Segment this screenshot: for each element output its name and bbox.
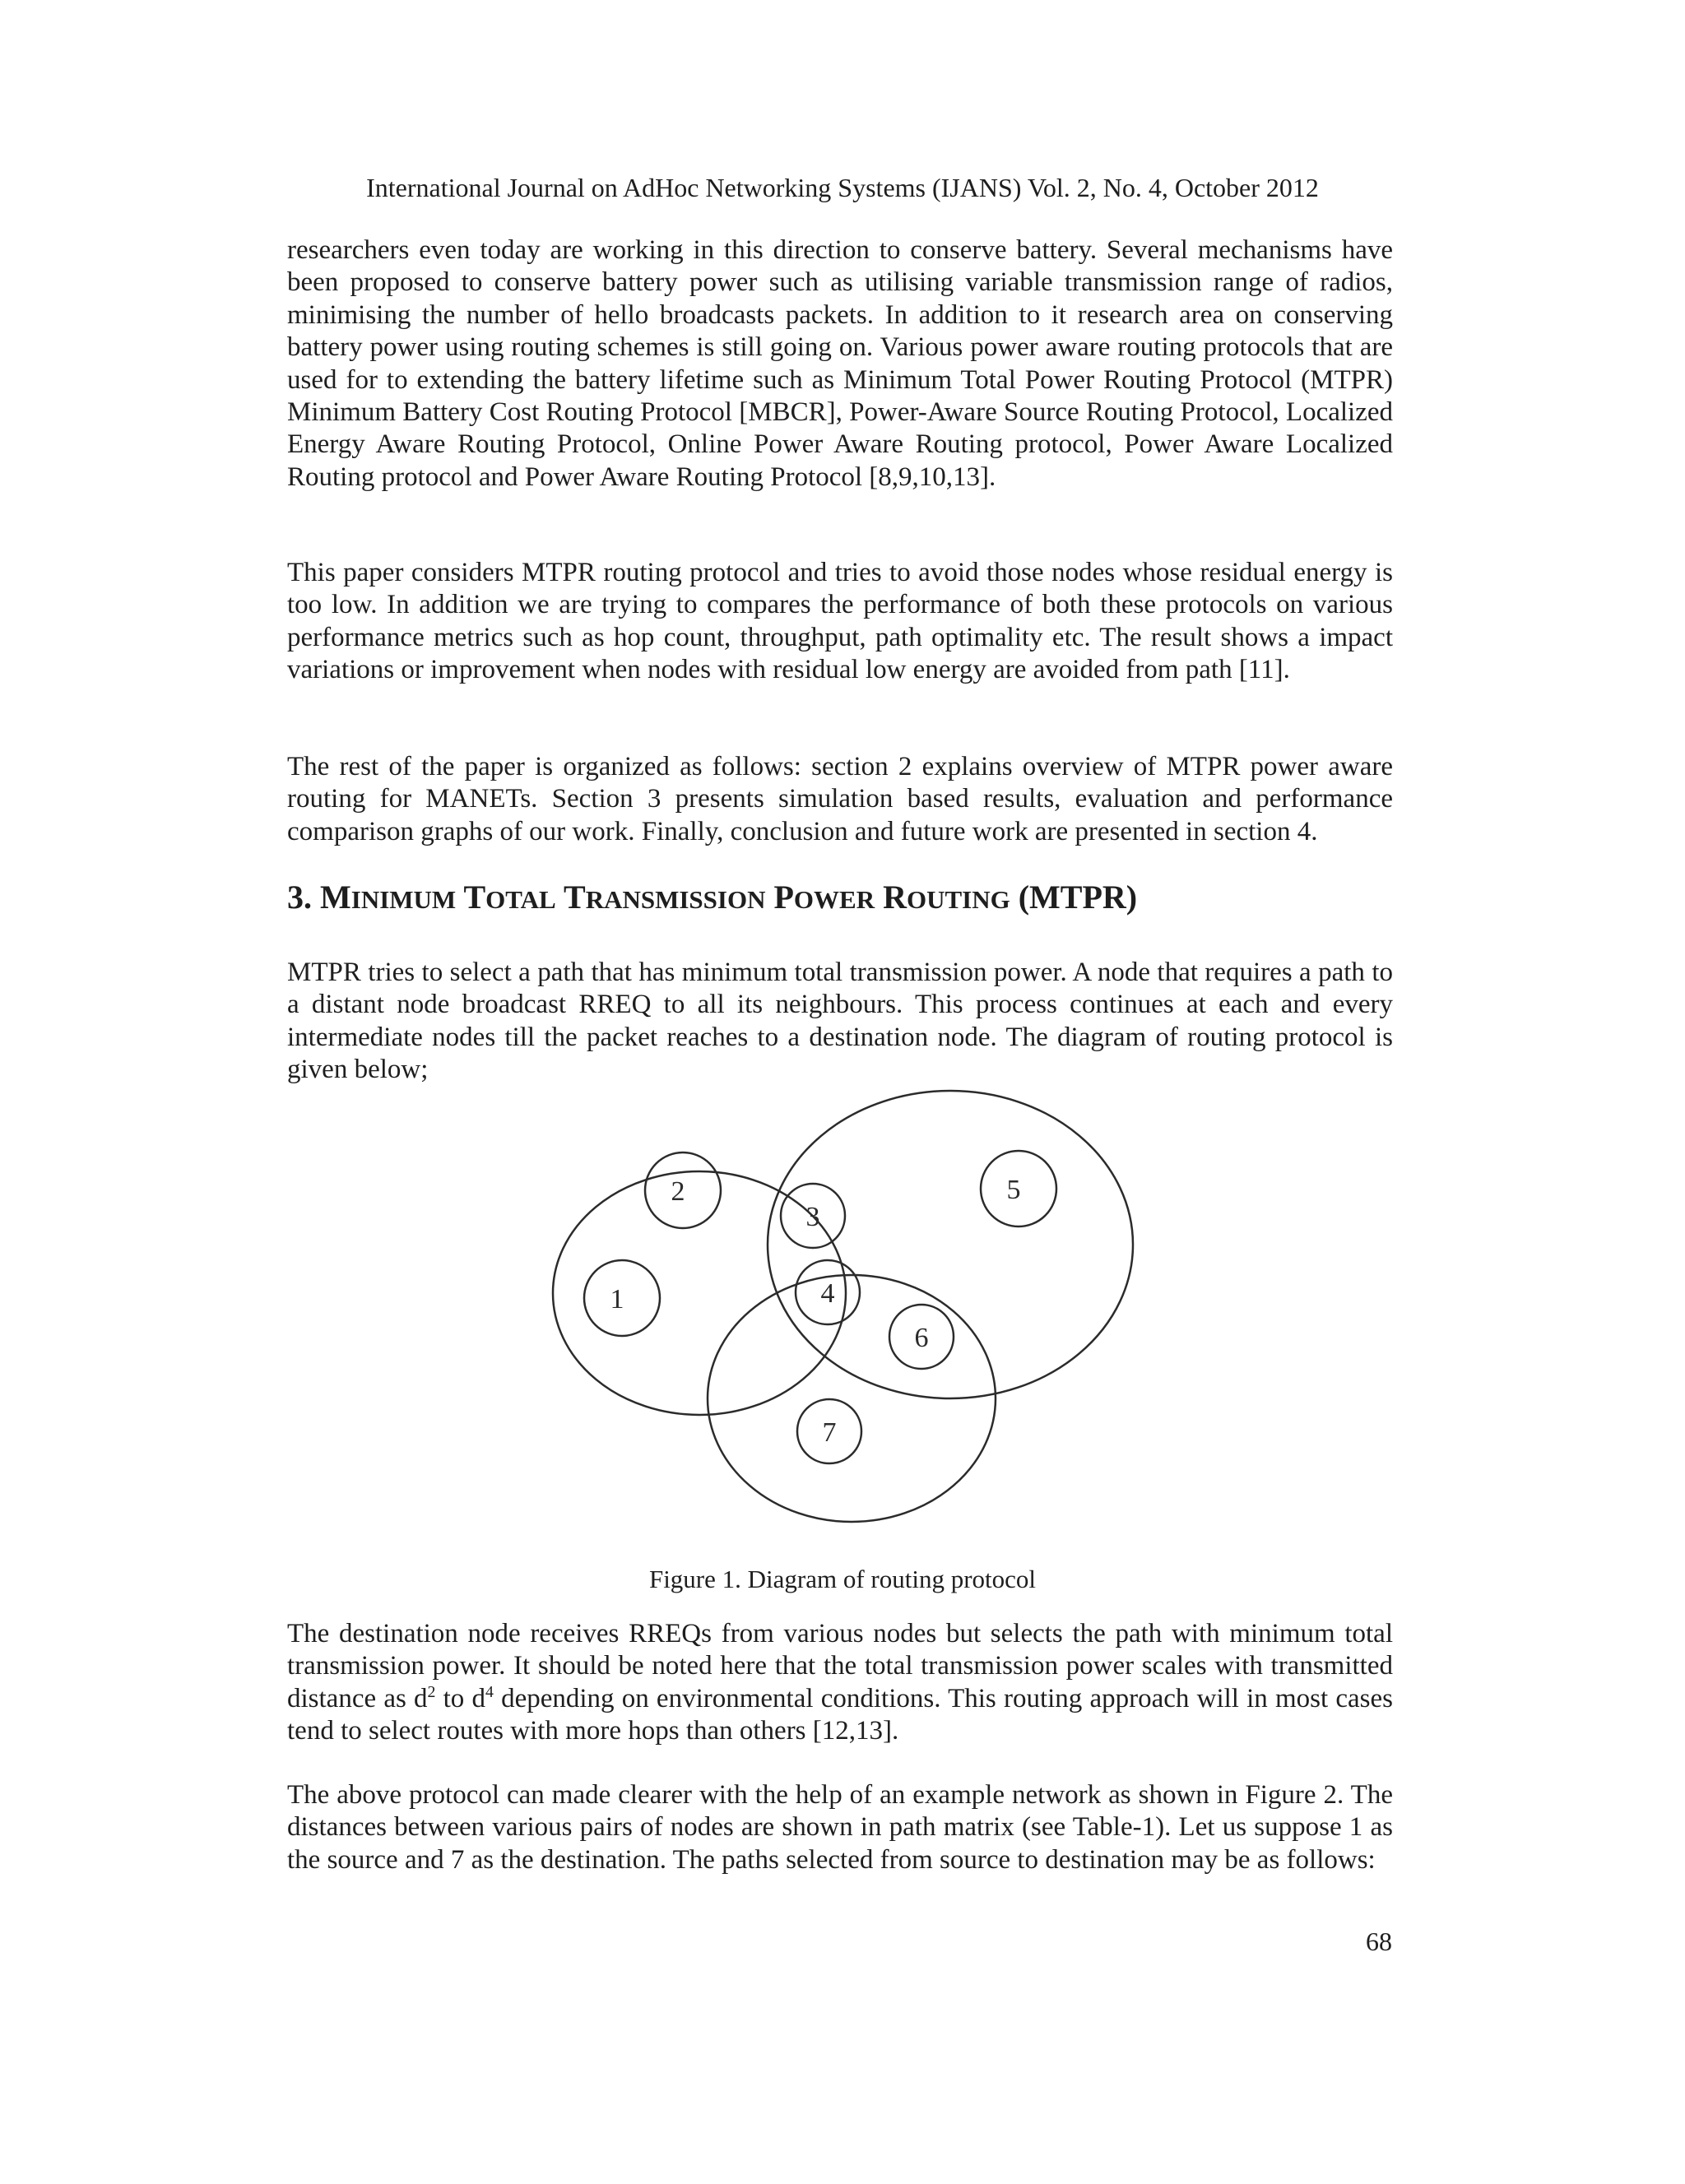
node-circle xyxy=(889,1305,954,1369)
intro-paragraph-1: researchers even today are working in this direction to conserve battery. Several mechanisms have been proposed to conserve battery power such as utilising variable transmission range of radios, minimising the number of hello broadcasts packets. In addition to it research area on conserving battery power using routing schemes is still going on. Various power aware routing protocols that are used for to extending the battery lifetime such as Minimum Total Power Routing Protocol (MTPR) Minimum Battery Cost Routing Protocol [MBCR], Power-Aware Source Routing Protocol, Localized Energy Aware Routing Protocol, Online Power Aware Routing protocol, Power Aware Localized Routing protocol and Power Aware Routing Protocol [8,9,10,13]. xyxy=(287,235,1393,492)
node-label: 2 xyxy=(671,1176,685,1207)
superscript: 4 xyxy=(485,1682,494,1701)
node-circle xyxy=(797,1399,861,1463)
range-circle-right xyxy=(768,1091,1133,1398)
section-heading xyxy=(287,877,1137,920)
node-label: 1 xyxy=(610,1284,624,1315)
node-label: 6 xyxy=(914,1323,929,1353)
node-label: 5 xyxy=(1006,1175,1021,1205)
after-figure-paragraph-1 xyxy=(287,1618,1393,1748)
intro-paragraph-2: This paper considers MTPR routing protocol and tries to avoid those nodes whose residual energy is too low. In addition we are trying to compares the performance of both these protocols on various performance metrics such as hop count, throughput, path optimality etc. The result shows a impact variations or improvement when nodes with residual low energy are avoided from path [11]. xyxy=(287,558,1393,685)
range-circle-left xyxy=(553,1171,846,1415)
figure-caption: Figure 1. Diagram of routing protocol xyxy=(648,1565,1037,1593)
node-circle xyxy=(781,1184,845,1248)
after-figure-paragraph-2: The above protocol can made clearer with the help of an example network as shown in Figure 2. The distances between various pairs of nodes are shown in path matrix (see Table-1). Let us suppose 1 as the source and 7 as the destination. The paths selected from source to destination may be as follows: xyxy=(287,1780,1393,1875)
journal-header: International Journal on AdHoc Networking Systems (IJANS) Vol. 2, No. 4, October 2012 xyxy=(366,173,1319,202)
heading-word: T xyxy=(463,879,486,916)
node-label: 3 xyxy=(805,1202,820,1232)
para-text: depending on environmental conditions. This routing approach will in most cases tend to select routes with more hops than others [12,13]. xyxy=(287,1683,1394,1746)
heading-word-rest: OUTING xyxy=(906,885,1010,914)
heading-word: R xyxy=(883,879,907,916)
node-circle xyxy=(796,1260,860,1324)
superscript: 2 xyxy=(427,1682,436,1701)
heading-word-rest: OWER xyxy=(793,885,875,914)
heading-word: P xyxy=(773,879,794,916)
heading-suffix: (MTPR) xyxy=(1018,879,1138,916)
node-circle xyxy=(645,1152,721,1228)
intro-paragraph-3: The rest of the paper is organized as follows: section 2 explains overview of MTPR power aware routing for MANETs. Section 3 presents simulation based results, evaluation and performance comparison graphs of our work. Finally, conclusion and future work are presented in section 4. xyxy=(287,752,1393,846)
page-number: 68 xyxy=(1366,1927,1392,1956)
section-number: 3 xyxy=(287,879,304,916)
heading-word-rest: OTAL xyxy=(485,885,556,914)
heading-word-rest: INIMUM xyxy=(350,885,457,914)
section-separator: . xyxy=(304,879,320,916)
heading-word: T xyxy=(564,879,586,916)
range-circle-bottom xyxy=(708,1275,996,1522)
para-text: to d xyxy=(435,1683,485,1713)
node-label: 7 xyxy=(822,1417,837,1448)
para-text: The destination node receives RREQs from various nodes but selects the path with minimum total transmission power. It should be noted here that the total transmission power scales with transmitted distance as d xyxy=(287,1619,1393,1713)
node-label: 4 xyxy=(820,1278,835,1309)
section-paragraph: MTPR tries to select a path that has minimum total transmission power. A node that requires a path to a distant node broadcast RREQ to all its neighbours. This process continues at each and every intermediate nodes till the packet reaches to a destination node. The diagram of routing protocol is given below; xyxy=(287,958,1393,1085)
node-circle xyxy=(981,1151,1056,1226)
heading-word-rest: RANSMISSION xyxy=(585,885,766,914)
heading-word: M xyxy=(320,879,351,916)
node-circle xyxy=(584,1260,660,1336)
